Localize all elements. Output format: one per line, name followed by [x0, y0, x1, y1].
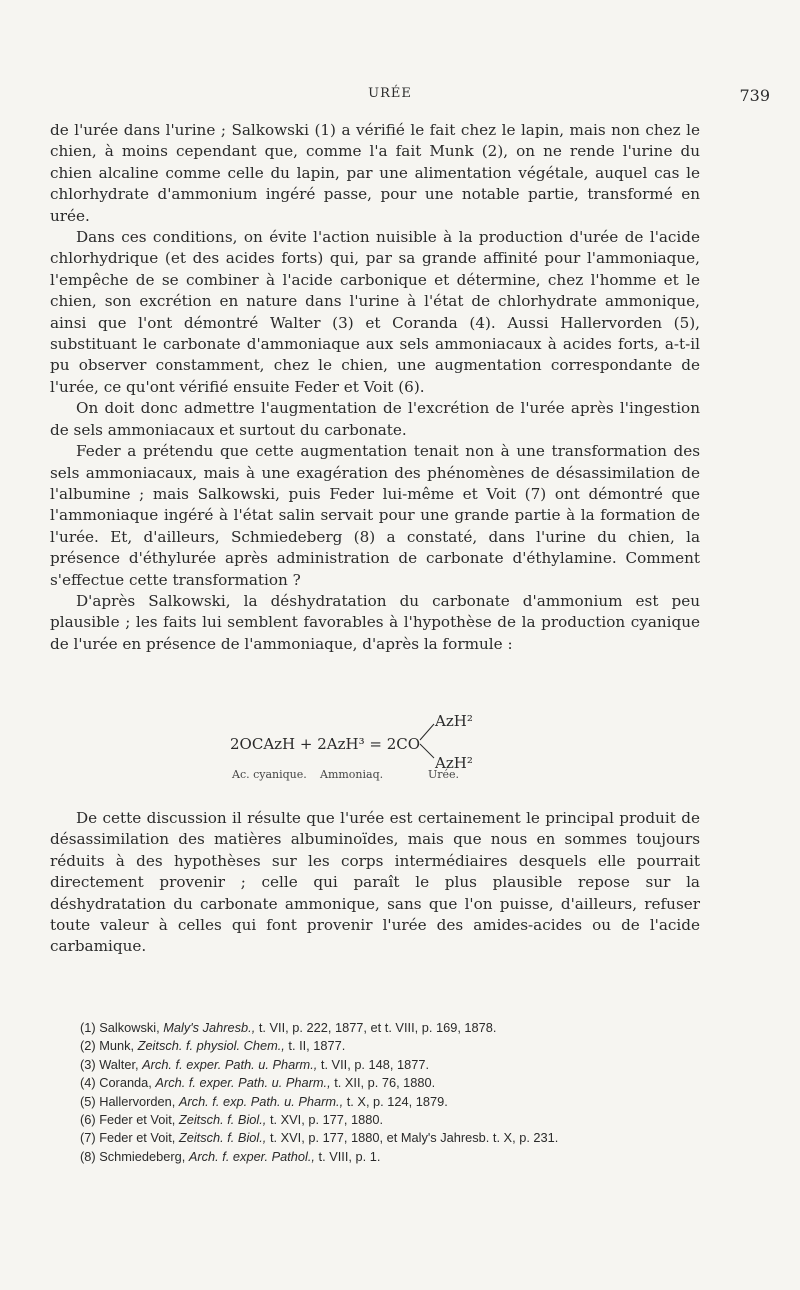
footnote: (2) Munk, Zeitsch. f. physiol. Chem., t. II, 1877. [80, 1038, 346, 1054]
footnote: (1) Salkowski, Maly's Jahresb., t. VII, p. 222, 1877, et t. VIII, p. 169, 1878. [80, 1020, 497, 1035]
footnote: (7) Feder et Voit, Zeitsch. f. Biol., t. XVI, p. 177, 1880, et Maly's Jahresb. t. X, p. 231. [80, 1130, 559, 1146]
conclusion-text [50, 808, 700, 958]
footnote: (4) Coranda, Arch. f. exper. Path. u. Pharm., t. XII, p. 76, 1880. [80, 1075, 436, 1091]
formula-label-urea: Urée. [428, 768, 460, 781]
running-title: URÉE [368, 86, 412, 101]
paragraph: D'après Salkowski, la déshydratation du carbonate d'ammonium est peu plausible ; les faits lui semblent favorables à l'hypothèse de la production cyanique de l'urée en présence de l'ammoniaque, d'après la formule : [50, 591, 700, 653]
page-number: 739 [739, 86, 770, 105]
footnote: (3) Walter, Arch. f. exper. Path. u. Pharm., t. VII, p. 148, 1877. [80, 1056, 430, 1072]
formula-label-cyanic-acid: Ac. cyanique. [232, 768, 307, 781]
formula-branch-bottom: AzH² [435, 754, 473, 772]
footnote: (8) Schmiedeberg, Arch. f. exper. Pathol., t. VIII, p. 1. [80, 1148, 381, 1164]
paragraph: De cette discussion il résulte que l'urée est certainement le principal produit de désassimilation des matières albuminoïdes, mais que nous en sommes toujours réduits à des hypothèses sur les corps intermédiaires desquels elle pourrait directement provenir ; celle qui paraît le plus plausible repose sur la déshydratation du carbonate ammonique, sans que l'on puisse, d'ailleurs, refuser toute valeur à celles qui font provenir l'urée des amides-acides ou de l'acide carbamique. [50, 809, 700, 956]
paragraph: de l'urée dans l'urine ; Salkowski (1) a vérifié le fait chez le lapin, mais non chez le chien, à moins cependant que, comme l'a fait Munk (2), on ne rende l'urine du chien alcaline comme celle du lapin, par une alimentation végétale, auquel cas le chlorhydrate d'ammonium ingéré passe, pour une notable partie, transformé en urée. [50, 121, 700, 225]
chemical-formula [230, 700, 530, 780]
paragraph: On doit donc admettre l'augmentation de l'excrétion de l'urée après l'ingestion de sels ammoniacaux et surtout du carbonate. [50, 399, 700, 439]
footnote: (5) Hallervorden, Arch. f. exp. Path. u. Pharm., t. X, p. 124, 1879. [80, 1093, 448, 1109]
paragraph: Feder a prétendu que cette augmentation tenait non à une transformation des sels ammoniacaux, mais à une exagération des phénomènes de désassimilation de l'albumine ; mais Salkowski, puis Feder lui-même et Voit (7) ont démontré que l'ammoniaque ingéré à l'état salin servait pour une grande partie à la formation de l'urée. Et, d'ailleurs, Schmiedeberg (8) a constaté, dans l'urine du chien, la présence d'éthylurée après administration de carbonate d'éthylamine. Comment s'effectue cette transformation ? [50, 442, 700, 589]
body-text [50, 120, 700, 655]
paragraph: Dans ces conditions, on évite l'action nuisible à la production d'urée de l'acide chlorhydrique (et des acides forts) qui, par sa grande affinité pour l'ammoniaque, l'empêche de se combiner à l'acide carbonique et détermine, chez l'homme et le chien, son excrétion en nature dans l'urine à l'état de chlorhydrate ammonique, ainsi que l'ont démontré Walter (3) et Coranda (4). Aussi Hallervorden (5), substituant le carbonate d'ammoniaque aux sels ammoniacaux à acides forts, a-t-il pu observer constamment, chez le chien, une augmentation correspondante de l'urée, ce qu'ont vérifié ensuite Feder et Voit (6). [50, 228, 700, 396]
footnote: (6) Feder et Voit, Zeitsch. f. Biol., t. XVI, p. 177, 1880. [80, 1112, 384, 1128]
formula-label-ammonia: Ammoniaq. [320, 768, 384, 781]
formula-main: 2OCAzH + 2AzH³ = 2CO [230, 735, 421, 753]
formula-branch-top: AzH² [435, 712, 473, 730]
footnotes [80, 1019, 720, 1166]
